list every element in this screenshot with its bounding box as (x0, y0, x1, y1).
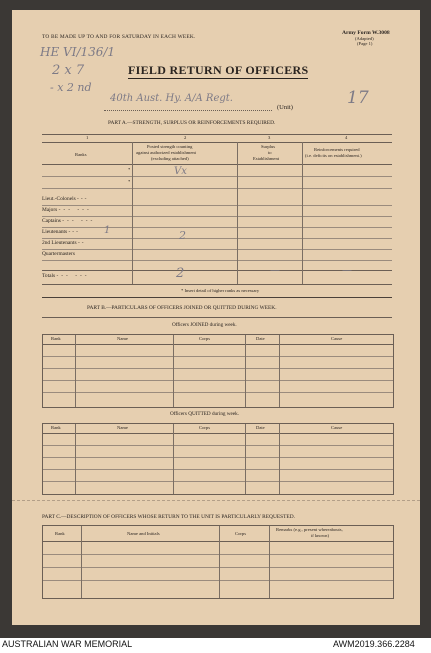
joined-col-cause: Cause (331, 336, 343, 341)
posted-strength-header-1: Posted strength counting (147, 144, 193, 149)
rank-2nd-lieutenants: 2nd Lieutenants (42, 240, 77, 246)
rank-quartermasters: Quartermasters (42, 251, 75, 257)
unit-label: (Unit) (277, 104, 293, 111)
requested-col-rank: Rank (55, 531, 65, 536)
col-number-4: 4 (345, 135, 348, 140)
army-form-number: Army Form W.3008 (342, 30, 390, 36)
handwritten-vx: Vx (174, 166, 187, 177)
part-b-heading: PART B.—PARTICULARS OF OFFICERS JOINED OR QUITTED DURING WEEK. (87, 305, 277, 311)
handwritten-lieutenants-2: 2 (179, 229, 186, 242)
joined-col-name: Name (117, 336, 128, 341)
col-number-2: 2 (184, 135, 187, 140)
rank-lieut-colonels: Lieut.-Colonels (42, 196, 76, 202)
form-title: FIELD RETURN OF OFFICERS (128, 63, 309, 77)
handwritten-reference: HE VI/136/1 (40, 45, 116, 59)
ranks-header: Ranks (75, 152, 87, 157)
surplus-header-2: to (268, 150, 272, 155)
posted-strength-header-2: against authorized establishment (136, 150, 196, 155)
handwritten-captains-1: 1 (104, 225, 111, 236)
quitted-col-cause: Cause (331, 425, 343, 430)
joined-col-date: Date (256, 336, 265, 341)
quitted-col-rank: Rank (51, 425, 61, 430)
ranks-table: Lieut.-Colonels --- Majors --- --- Captains --- --- Lieutenants --- 2nd Lieutenants -- Quartermasters (42, 194, 392, 264)
handwritten-note-2: - x 2 nd (50, 81, 92, 94)
quitted-col-corps: Corps (199, 425, 210, 430)
posted-strength-header-3: (excluding attached) (151, 156, 189, 161)
reinforcements-header-2: (i.e. deficits on establishment.) (305, 153, 362, 158)
quitted-title: Officers QUITTED during week. (170, 411, 240, 417)
rank-lieutenants: Lieutenants (42, 229, 68, 235)
handwritten-note-1: 2 x 7 (52, 63, 85, 78)
requested-col-remarks-1: Remarks (e.g., present whereabouts, (276, 527, 343, 532)
rank-majors: Majors (42, 207, 58, 213)
col-number-1: 1 (86, 135, 89, 140)
requested-table (42, 525, 394, 599)
handwritten-dash-reinf: — (342, 265, 352, 276)
footer-accession: AWM2019.366.2284 (333, 639, 415, 649)
quitted-col-date: Date (256, 425, 265, 430)
reinforcements-header-1: Reinforcements required (314, 147, 360, 152)
handwritten-total-2: 2 (176, 266, 185, 281)
requested-col-name: Name and Initials (127, 531, 160, 536)
surplus-header-3: Establishment (253, 156, 280, 161)
col-number-3: 3 (268, 135, 271, 140)
handwritten-number: 17 (347, 88, 369, 108)
joined-col-corps: Corps (199, 336, 210, 341)
quitted-col-name: Name (117, 425, 128, 430)
form-instruction: TO BE MADE UP TO AND FOR SATURDAY IN EACH WEEK. (42, 34, 196, 40)
joined-col-rank: Rank (51, 336, 61, 341)
part-c-heading: PART C.—DESCRIPTION OF OFFICERS WHOSE RETURN TO THE UNIT IS PARTICULARLY REQUESTED. (42, 514, 295, 520)
totals-label: Totals (42, 273, 56, 279)
form-page: (Page 1) (357, 41, 373, 46)
form-adapted: (Adapted) (355, 36, 374, 41)
quitted-table (42, 423, 394, 495)
surplus-header-1: Surplus (261, 144, 276, 149)
rank-captains: Captains (42, 218, 61, 224)
requested-col-corps: Corps (235, 531, 246, 536)
footer-institution: AUSTRALIAN WAR MEMORIAL (2, 639, 133, 649)
handwritten-dash-surplus: — (270, 265, 280, 276)
form-sheet: TO BE MADE UP TO AND FOR SATURDAY IN EACH WEEK. Army Form W.3008 (Adapted) (Page 1) HE VI/136/1 2 x 7 - x 2 nd FIELD RETURN OF OFFICERS 40th Aust. Hy. A/A Regt. (Unit) 17 PART A.—STRENGTH, SURPLUS OR REINFORCEMENTS REQUIRED. 1 2 3 4 Ranks Posted strength counting against authorized establishment (excluding attached) Surplus to Establishment Reinforcements required (i.e. deficits on establishment.) * * Vx Lieut.-Colonels --- Majors --- --- Captains --- --- Lieutenants --- 2nd Lieutenants -- Quartermasters 1 2 Totals --- --- 2 — — * Insert detail of higher ranks as necessary PART B.—PARTICULARS OF OFFICERS JOINED OR QUITTED DURING WEEK. Officers JOINED during week. Rank Name Corps Date Cause Officers QUITTED during week. Rank Name Corps Date Cause PART C.—DESCRIPTION OF OFFICERS WHOSE RETURN TO THE UNIT IS PARTICULARLY REQUESTED. Rank Name and Initials Corps Remarks (e.g., present whereabouts, if known) (12, 10, 420, 625)
requested-col-remarks-2: if known) (311, 533, 329, 538)
joined-table (42, 334, 394, 408)
handwritten-unit: 40th Aust. Hy. A/A Regt. (110, 93, 233, 104)
joined-title: Officers JOINED during week. (172, 322, 237, 328)
footnote: * Insert detail of higher ranks as necessary (181, 288, 260, 293)
part-a-heading: PART A.—STRENGTH, SURPLUS OR REINFORCEMENTS REQUIRED. (108, 120, 276, 126)
